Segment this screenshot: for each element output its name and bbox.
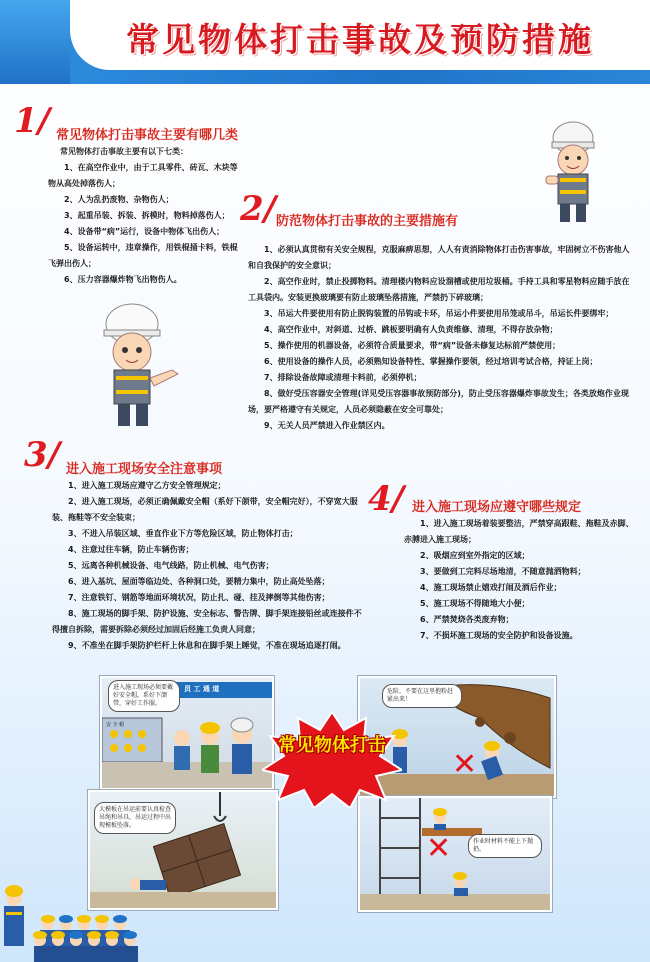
section-3-item: 7、注意铁钉、钢筋等地面环境状况，防止扎、碰、挂及摔倒等其他伤害； (68, 593, 330, 602)
worker-thumbs-up-illustration (538, 116, 608, 226)
section-1-title: 常见物体打击事故主要有哪几类 (56, 128, 239, 143)
section-3-title: 进入施工现场安全注意事项 (66, 462, 223, 477)
section-3-item: 2、进入施工现场，必须正确佩戴安全帽（系好下颌带，安全帽完好），不穿宽大服装、拖鞋等不安全装束； (52, 497, 358, 522)
workers-crowd-illustration (0, 876, 170, 962)
section-2-item: 3、吊运大件要使用有防止脱钩装置的吊钩或卡环，吊运小件要使用吊笼或吊斗，吊运长件要绑牢； (264, 309, 614, 318)
section-1-item: 3、起重吊装、拆装、拆模时，物料掉落伤人； (64, 211, 230, 220)
worker-presenting-illustration (88, 298, 184, 430)
wrong-x-icon: ✕ (452, 747, 478, 782)
section-2-item: 1、必须认真贯彻有关安全规程，克服麻痹思想，人人有责消除物体打击伤害事故，牢固树立不伤害他人和自我保护的安全意识； (248, 245, 630, 270)
burst-caption: 常见物体打击 (278, 735, 386, 756)
speech-bubble-throwing: 作业时材料不能上下抛扔。 (468, 834, 542, 858)
section-2-item: 9、无关人员严禁进入作业禁区内。 (264, 421, 390, 430)
section-3-item: 3、不进入吊装区域、垂直作业下方等危险区域，防止物体打击； (68, 529, 298, 538)
section-1-item: 5、设备运转中，违章操作，用铁棍捅卡料，铁棍飞弹出伤人； (48, 243, 238, 268)
section-4-item: 2、吸烟应到室外指定的区域； (420, 551, 530, 560)
section-3-item: 5、远离各种机械设备、电气线路，防止机械、电气伤害； (68, 561, 274, 570)
section-3-item: 4、注意过往车辆，防止车辆伤害； (68, 545, 194, 554)
section-3-item: 9、不准坐在脚手架防护栏杆上休息和在脚手架上睡觉，不准在现场追逐打闹。 (68, 641, 346, 650)
section-2-number: 2/ (240, 189, 277, 229)
section-1-text (48, 144, 244, 288)
header-left-strip (0, 0, 70, 84)
section-4-item: 3、要做到工完料尽场地清，不随意抛洒物料； (420, 567, 586, 576)
section-2-item: 4、高空作业中，对斜道、过桥、跳板要明确有人负责维修、清理，不得存放杂物； (264, 325, 558, 334)
section-3-item: 8、施工现场的脚手架、防护设施、安全标志、警告牌、脚手架连接铅丝或连接件不得擅自拆除，需要拆除必须经过加固后经施工负责人同意； (52, 609, 362, 634)
speech-bubble-danger: 危险，不要在这里抱粉赶紧出来！ (382, 684, 462, 708)
section-2-item: 7、排除设备故障或清理卡料前，必须停机； (264, 373, 422, 382)
section-3-item: 6、进入基坑、屋面等临边处、各种洞口处，要精力集中，防止高处坠落； (68, 577, 330, 586)
section-2-item: 8、做好受压容器安全管理(详见受压容器事故预防部分)，防止受压容器爆炸事故发生；各类放炮作业现场，要严格遵守有关规定，人员必须隐蔽在安全可靠处； (248, 389, 629, 414)
section-3-item: 1、进入施工现场应遵守乙方安全管理规定； (68, 481, 226, 490)
section-4-item: 6、严禁焚烧各类废弃物； (420, 615, 514, 624)
helmet-cabinet-sign: 安 全 帽 (106, 722, 125, 728)
section-1-lead: 常见物体打击事故主要有以下七类： (60, 147, 188, 156)
speech-bubble-helmet: 进入施工现场必须要戴好安全帽，系好下颌带，穿好工作服。 (108, 680, 180, 712)
comic-panel-entrance (100, 676, 274, 790)
section-2-item: 6、使用设备的操作人员，必须熟知设备特性、掌握操作要领，经过培训考试合格，持证上岗； (264, 357, 598, 366)
section-4-item: 5、施工现场不得随地大小便； (420, 599, 530, 608)
page-title: 常见物体打击事故及预防措施 (126, 20, 594, 59)
section-2-item: 5、操作使用的机器设备，必须符合质量要求，带“病”设备未修复达标前严禁使用； (264, 341, 561, 350)
section-2-title: 防范物体打击事故的主要措施有 (276, 214, 459, 229)
section-2-item: 2、高空作业时，禁止投掷物料。清理楼内物料应设溜槽或使用垃圾桶。手持工具和零星物料应随手放在工具袋内。安装更换玻璃要有防止玻璃坠落措施，严禁扔下碎玻璃； (248, 277, 630, 302)
section-1-item: 2、人为乱扔废物、杂物伤人； (64, 195, 174, 204)
comic-panel-scaffold (358, 796, 552, 912)
section-1-number: 1/ (14, 101, 51, 141)
speech-bubble-formwork: 大模板在吊运前要认真检查吊绳和吊具，吊运过程中出现模板坠落。 (94, 802, 176, 834)
section-3-number: 3/ (24, 435, 61, 475)
walkway-sign: 员 工 通 道 (184, 685, 220, 693)
burst-starburst-shape (262, 712, 402, 808)
section-2-text (248, 242, 636, 434)
section-1-item: 4、设备带“病”运行，设备中物体飞出伤人； (64, 227, 225, 236)
section-4-title: 进入施工现场应遵守哪些规定 (412, 500, 582, 515)
wrong-x-icon: ✕ (426, 831, 452, 866)
section-4-text (404, 516, 636, 644)
section-1-item: 1、在高空作业中，由于工具零件、砖瓦、木块等物从高处掉落伤人； (48, 163, 238, 188)
section-4-item: 7、不损坏施工现场的安全防护和设备设施。 (420, 631, 578, 640)
section-1-item: 6、压力容器爆炸物飞出物伤人。 (64, 275, 182, 284)
section-4-item: 4、施工现场禁止嬉戏打闹及酒后作业； (420, 583, 562, 592)
section-4-number: 4/ (368, 479, 405, 519)
section-4-item: 1、进入施工现场着装要整洁，严禁穿高跟鞋、拖鞋及赤脚、赤膊进入施工现场； (404, 519, 634, 544)
section-3-text (52, 478, 364, 654)
